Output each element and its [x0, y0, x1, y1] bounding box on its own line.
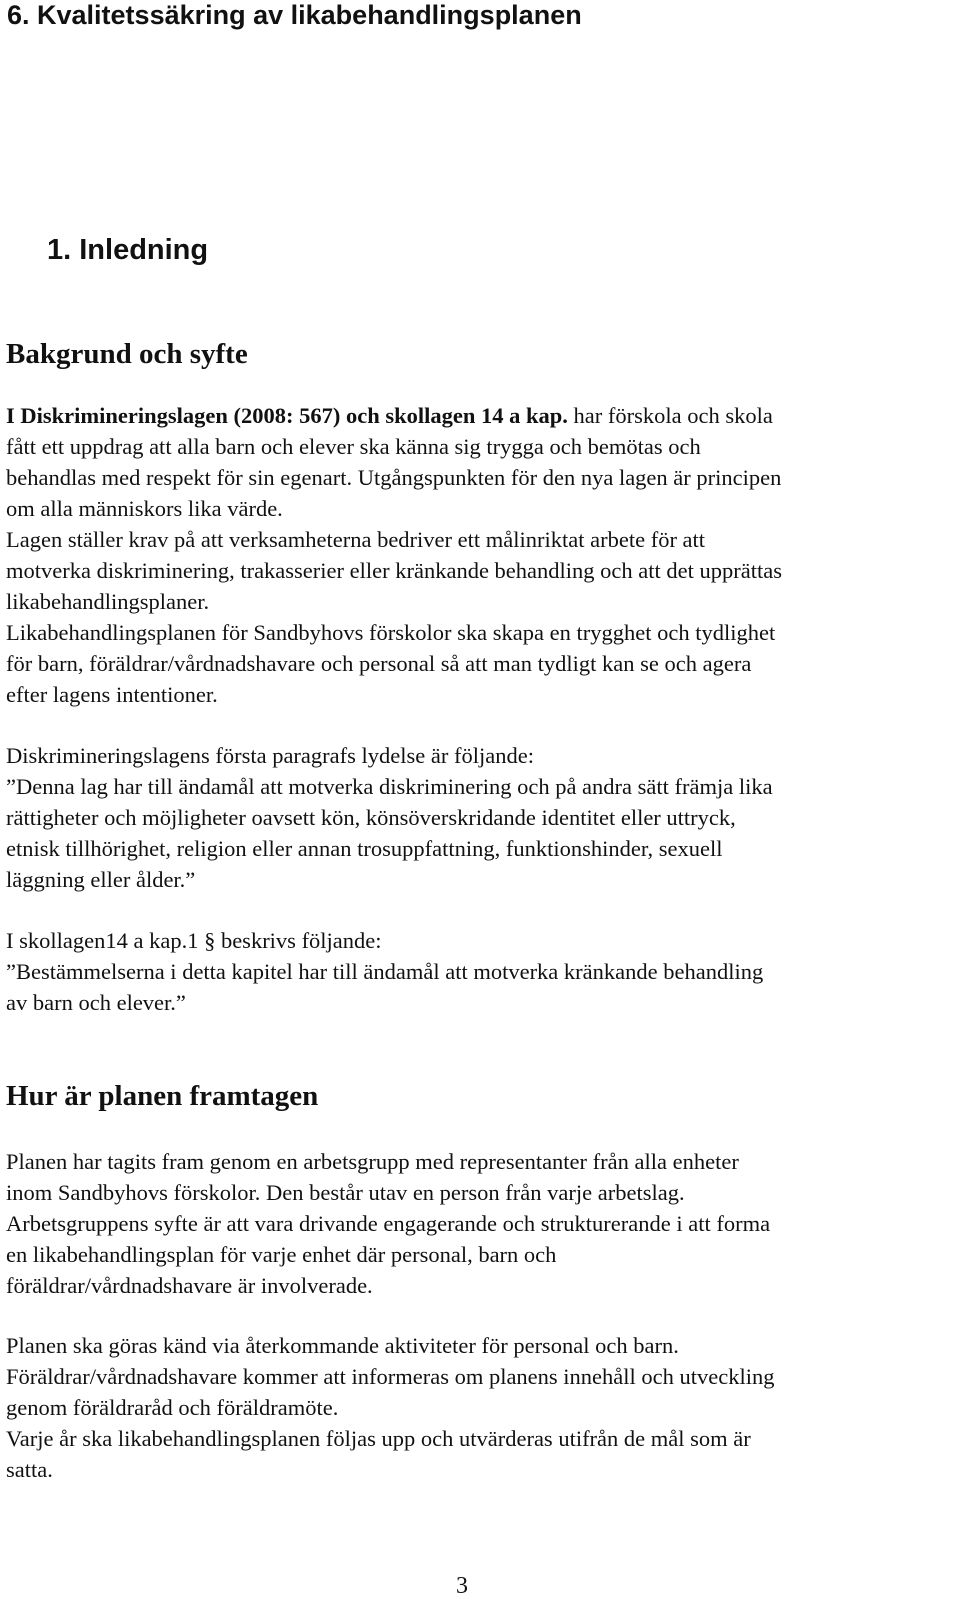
- paragraph-line: Föräldrar/vårdnadshavare kommer att informeras om planens innehåll och utveckling: [6, 1364, 775, 1389]
- paragraph-line: Diskrimineringslagens första paragrafs lydelse är följande:: [6, 743, 534, 768]
- section-heading: 1. Inledning: [47, 234, 209, 266]
- paragraph-line: likabehandlingsplaner.: [6, 589, 210, 614]
- quote-line: etnisk tillhörighet, religion eller annan trosuppfattning, funktionshinder, sexuell: [6, 836, 723, 861]
- paragraph-line: genom föräldraråd och föräldramöte.: [6, 1395, 339, 1420]
- intro-rest-text: har förskola och skola: [567, 403, 773, 428]
- paragraph-line: efter lagens intentioner.: [6, 682, 218, 707]
- top-heading: 6. Kvalitetssäkring av likabehandlingsplanen: [7, 0, 582, 30]
- paragraph-line: Planen har tagits fram genom en arbetsgrupp med representanter från alla enheter: [6, 1149, 739, 1174]
- paragraph-line: föräldrar/vårdnadshavare är involverade.: [6, 1273, 373, 1298]
- paragraph-line: Varje år ska likabehandlingsplanen följas upp och utvärderas utifrån de mål som är: [6, 1426, 751, 1451]
- paragraph-line: behandlas med respekt för sin egenart. Utgångspunkten för den nya lagen är principen: [6, 465, 782, 490]
- law-requirements-paragraph: [6, 524, 941, 617]
- paragraph-line: Lagen ställer krav på att verksamheterna bedriver ett målinriktat arbete för att: [6, 527, 706, 552]
- paragraph-line: om alla människors lika värde.: [6, 496, 283, 521]
- paragraph-line: I skollagen14 a kap.1 § beskrivs följande:: [6, 928, 382, 953]
- quote-line: läggning eller ålder.”: [6, 867, 196, 892]
- quote-line: ”Denna lag har till ändamål att motverka diskriminering och på andra sätt främja lika: [6, 774, 773, 799]
- paragraph-line: för barn, föräldrar/vårdnadshavare och personal så att man tydligt kan se och agera: [6, 651, 752, 676]
- subheading-how: Hur är planen framtagen: [6, 1080, 319, 1112]
- paragraph-line: Planen ska göras känd via återkommande aktiviteter för personal och barn.: [6, 1333, 679, 1358]
- paragraph-line: inom Sandbyhovs förskolor. Den består utav en person från varje arbetslag.: [6, 1180, 685, 1205]
- quote-line: ”Bestämmelserna i detta kapitel har till ändamål att motverka kränkande behandling: [6, 959, 764, 984]
- paragraph-line: en likabehandlingsplan för varje enhet där personal, barn och: [6, 1242, 557, 1267]
- plan-purpose-paragraph: [6, 617, 941, 710]
- discrimination-law-paragraph: [6, 740, 941, 895]
- paragraph-line: Arbetsgruppens syfte är att vara drivande engagerande och strukturerande i att forma: [6, 1211, 771, 1236]
- paragraph-line: satta.: [6, 1457, 53, 1482]
- how-paragraph: [6, 1146, 941, 1301]
- paragraph-line: motverka diskriminering, trakasserier eller kränkande behandling och att det upprättas: [6, 558, 782, 583]
- intro-first-line: [6, 400, 941, 431]
- quote-line: av barn och elever.”: [6, 990, 186, 1015]
- quote-line: rättigheter och möjligheter oavsett kön, könsöverskridande identitet eller uttryck,: [6, 805, 736, 830]
- paragraph-line: fått ett uppdrag att alla barn och elever ska känna sig trygga och bemötas och: [6, 434, 701, 459]
- page-number: 3: [456, 1573, 468, 1599]
- communication-paragraph: [6, 1330, 941, 1485]
- subheading-background: Bakgrund och syfte: [6, 338, 248, 370]
- intro-paragraph: [6, 400, 941, 524]
- intro-bold-text: I Diskrimineringslagen (2008: 567) och skollagen 14 a kap.: [6, 403, 568, 428]
- paragraph-line: Likabehandlingsplanen för Sandbyhovs förskolor ska skapa en trygghet och tydlighet: [6, 620, 776, 645]
- school-law-paragraph: [6, 925, 941, 1018]
